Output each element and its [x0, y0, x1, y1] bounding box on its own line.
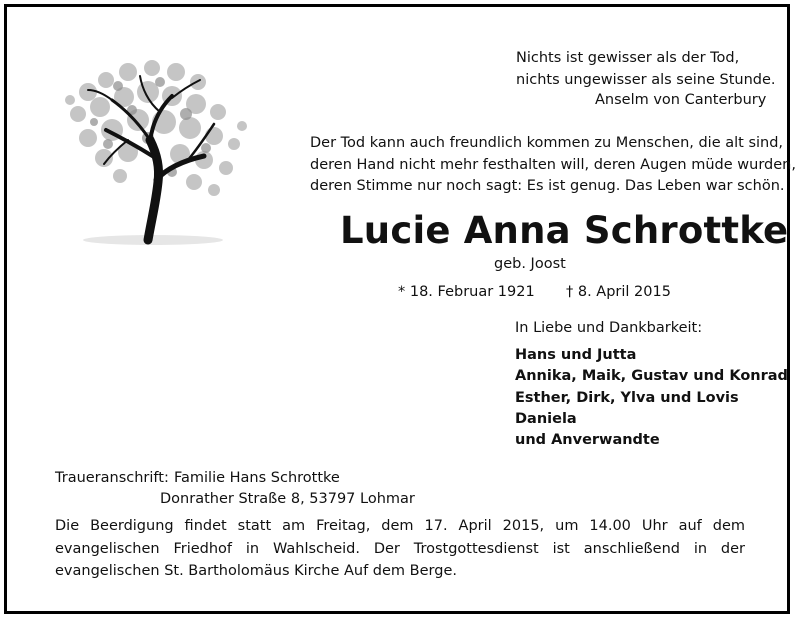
mourner-name: Annika, Maik, Gustav und Konrad: [515, 368, 788, 384]
mourner-name: Daniela: [515, 411, 577, 427]
poem-line-1: Der Tod kann auch freundlich kommen zu Menschen, die alt sind,: [310, 135, 784, 151]
death-date: † 8. April 2015: [566, 284, 671, 300]
quote-author: Anselm von Canterbury: [595, 92, 767, 108]
address-street: Donrather Straße 8, 53797 Lohmar: [160, 491, 415, 507]
mourner-name: Hans und Jutta: [515, 347, 637, 363]
poem-line-2: deren Hand nicht mehr festhalten will, deren Augen müde wurden,: [310, 157, 796, 173]
quote-line-1: Nichts ist gewisser als der Tod,: [516, 50, 740, 66]
quote-line-2: nichts ungewisser als seine Stunde.: [516, 72, 776, 88]
mourner-name: Esther, Dirk, Ylva und Lovis: [515, 390, 739, 406]
tree-illustration-icon: [48, 52, 258, 252]
poem-line-3: deren Stimme nur noch sagt: Es ist genug. Das Leben war schön.: [310, 178, 785, 194]
birth-date: * 18. Februar 1921: [398, 284, 535, 300]
address-family: Familie Hans Schrottke: [174, 470, 340, 486]
mourners-intro: In Liebe und Dankbarkeit:: [515, 320, 703, 336]
funeral-details: Die Beerdigung findet statt am Freitag, dem 17. April 2015, um 14.00 Uhr auf dem evangelischen Friedhof in Wahlscheid. Der Trostgottesdienst ist anschließend in der evangelischen St. Bartholomäus Kirche Auf dem Berge.: [55, 518, 745, 579]
mourner-name: und Anverwandte: [515, 432, 660, 448]
birth-name: geb. Joost: [494, 256, 566, 272]
address-label: Traueranschrift:: [55, 470, 169, 486]
deceased-name: Lucie Anna Schrottke: [340, 209, 789, 252]
